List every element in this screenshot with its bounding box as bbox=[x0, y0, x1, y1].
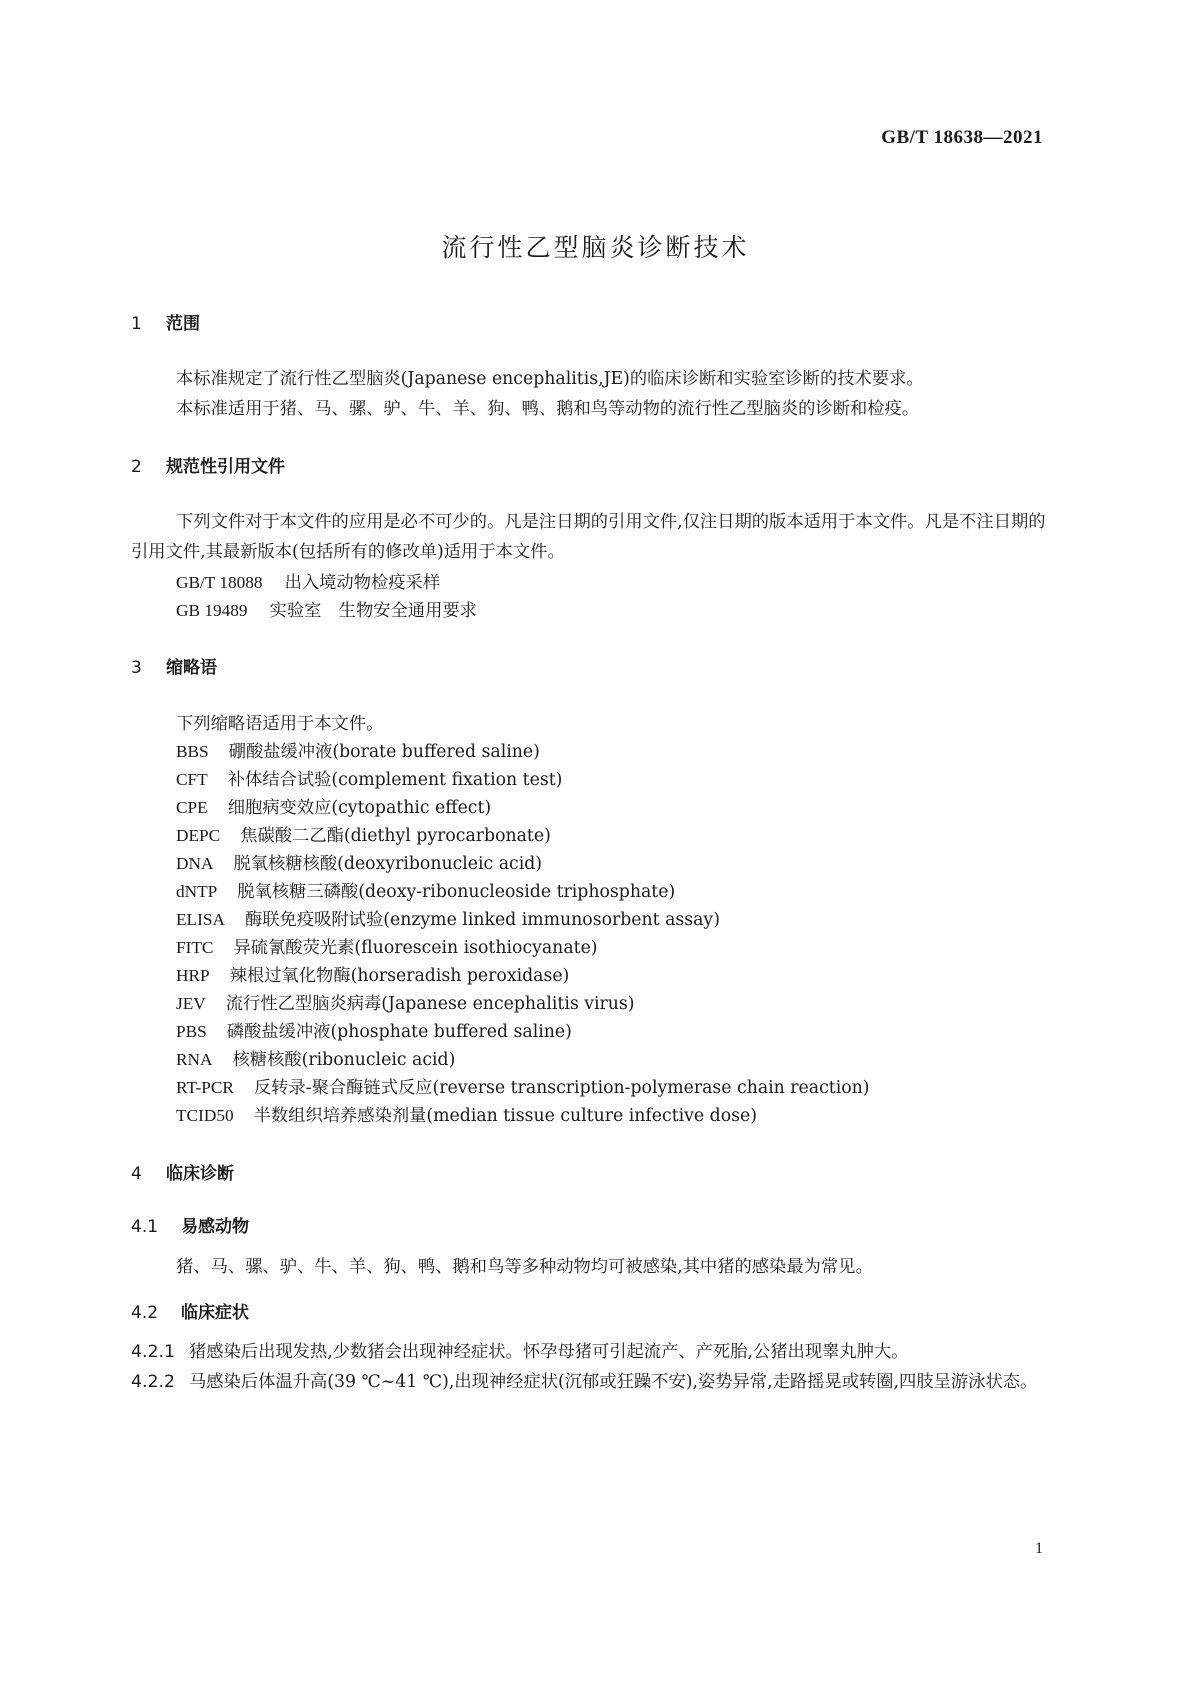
subsection-4-1-heading bbox=[131, 1212, 249, 1237]
document-title: 流行性乙型脑炎诊断技术 bbox=[441, 233, 750, 262]
abbr-term: PBS bbox=[176, 1022, 207, 1041]
abbreviation-item bbox=[176, 765, 562, 790]
abbreviation-item bbox=[176, 1017, 572, 1042]
abbr-definition: 流行性乙型脑炎病毒(Japanese encephalitis virus) bbox=[225, 994, 635, 1014]
abbr-definition: 反转录-聚合酶链式反应(reverse transcription-polymerase chain reaction) bbox=[253, 1078, 870, 1098]
abbr-definition: 酶联免疫吸附试验(enzyme linked immunosorbent assay) bbox=[244, 910, 720, 930]
reference-code: GB/T 18088 bbox=[176, 573, 263, 592]
abbr-term: DNA bbox=[176, 854, 214, 873]
paragraph: 本标准规定了流行性乙型脑炎(Japanese encephalitis,JE)的临床诊断和实验室诊断的技术要求。 bbox=[176, 369, 924, 389]
abbr-definition: 焦碳酸二乙酯(diethyl pyrocarbonate) bbox=[240, 826, 551, 846]
abbreviation-item bbox=[176, 793, 491, 818]
clause-number: 4.2.1 bbox=[131, 1342, 175, 1362]
standard-number: GB/T 18638—2021 bbox=[881, 127, 1043, 148]
section-title: 范围 bbox=[166, 314, 200, 334]
section-number: 4 bbox=[131, 1164, 142, 1184]
subsection-title: 临床症状 bbox=[181, 1303, 249, 1323]
abbr-definition: 辣根过氧化物酶(horseradish peroxidase) bbox=[229, 966, 570, 986]
abbr-definition: 脱氧核糖三磷酸(deoxy-ribonucleoside triphosphate) bbox=[237, 882, 676, 902]
clause-4-2-2 bbox=[131, 1367, 1061, 1397]
paragraph: 本标准适用于猪、马、骡、驴、牛、羊、狗、鸭、鹅和鸟等动物的流行性乙型脑炎的诊断和检疫。 bbox=[176, 399, 920, 419]
abbreviation-item bbox=[176, 989, 635, 1014]
abbr-term: FITC bbox=[176, 938, 214, 957]
abbr-term: HRP bbox=[176, 966, 210, 985]
abbreviation-item bbox=[176, 905, 720, 930]
page-number: 1 bbox=[1035, 1540, 1043, 1557]
abbr-definition: 脱氧核糖核酸(deoxyribonucleic acid) bbox=[233, 854, 543, 874]
abbr-definition: 硼酸盐缓冲液(borate buffered saline) bbox=[228, 742, 540, 762]
reference-title: 实验室 生物安全通用要求 bbox=[269, 601, 477, 621]
section-2-heading bbox=[131, 452, 285, 477]
clause-text: 马感染后体温升高(39 ℃~41 ℃),出现神经症状(沉郁或狂躁不安),姿势异常,走路摇晃或转圈,四肢呈游泳状态。 bbox=[188, 1372, 1038, 1392]
abbr-definition: 半数组织培养感染剂量(median tissue culture infective dose) bbox=[253, 1106, 757, 1126]
abbr-definition: 核糖核酸(ribonucleic acid) bbox=[232, 1050, 456, 1070]
abbreviation-item bbox=[176, 821, 551, 846]
paragraph: 猪、马、骡、驴、牛、羊、狗、鸭、鹅和鸟等多种动物均可被感染,其中猪的感染最为常见。 bbox=[176, 1257, 873, 1277]
abbreviation-item bbox=[176, 877, 675, 902]
abbr-term: dNTP bbox=[176, 882, 218, 901]
abbr-term: JEV bbox=[176, 994, 206, 1013]
section-title: 规范性引用文件 bbox=[166, 457, 285, 477]
paragraph: 下列文件对于本文件的应用是必不可少的。凡是注日期的引用文件,仅注日期的版本适用于本文件。凡是不注日期的引用文件,其最新版本(包括所有的修改单)适用于本文件。 bbox=[131, 512, 1046, 562]
section-1-heading bbox=[131, 309, 200, 334]
abbr-term: CPE bbox=[176, 798, 208, 817]
abbr-term: BBS bbox=[176, 742, 209, 761]
abbreviation-item bbox=[176, 1101, 757, 1126]
reference-code: GB 19489 bbox=[176, 601, 248, 620]
abbr-term: TCID50 bbox=[176, 1106, 234, 1125]
abbr-term: DEPC bbox=[176, 826, 221, 845]
abbreviations-intro: 下列缩略语适用于本文件。 bbox=[176, 714, 384, 734]
abbreviation-item bbox=[176, 1045, 455, 1070]
reference-item bbox=[176, 568, 440, 593]
section-number: 3 bbox=[131, 658, 142, 678]
abbr-definition: 异硫氰酸荧光素(fluorescein isothiocyanate) bbox=[233, 938, 598, 958]
abbreviation-item bbox=[176, 737, 540, 762]
abbreviation-item bbox=[176, 961, 569, 986]
section-4-heading bbox=[131, 1159, 234, 1184]
subsection-number: 4.1 bbox=[131, 1217, 159, 1237]
abbr-term: RNA bbox=[176, 1050, 213, 1069]
section-title: 缩略语 bbox=[166, 658, 217, 678]
clause-4-2-1 bbox=[131, 1337, 1061, 1367]
abbreviation-item bbox=[176, 849, 542, 874]
subsection-number: 4.2 bbox=[131, 1303, 159, 1323]
abbr-term: CFT bbox=[176, 770, 208, 789]
section-number: 2 bbox=[131, 457, 142, 477]
abbr-definition: 细胞病变效应(cytopathic effect) bbox=[227, 798, 492, 818]
subsection-4-2-heading bbox=[131, 1298, 249, 1323]
reference-title: 出入境动物检疫采样 bbox=[284, 573, 441, 593]
section-3-heading bbox=[131, 653, 217, 678]
abbr-term: RT-PCR bbox=[176, 1078, 234, 1097]
clause-text: 猪感染后出现发热,少数猪会出现神经症状。怀孕母猪可引起流产、产死胎,公猪出现睾丸肿大。 bbox=[188, 1342, 909, 1362]
section-title: 临床诊断 bbox=[166, 1164, 234, 1184]
abbr-definition: 磷酸盐缓冲液(phosphate buffered saline) bbox=[226, 1022, 572, 1042]
abbreviation-item bbox=[176, 933, 598, 958]
abbreviation-item bbox=[176, 1073, 870, 1098]
clause-number: 4.2.2 bbox=[131, 1372, 175, 1392]
reference-item bbox=[176, 596, 477, 621]
abbr-term: ELISA bbox=[176, 910, 225, 929]
abbr-definition: 补体结合试验(complement fixation test) bbox=[227, 770, 563, 790]
subsection-title: 易感动物 bbox=[181, 1217, 249, 1237]
section-number: 1 bbox=[131, 314, 142, 334]
